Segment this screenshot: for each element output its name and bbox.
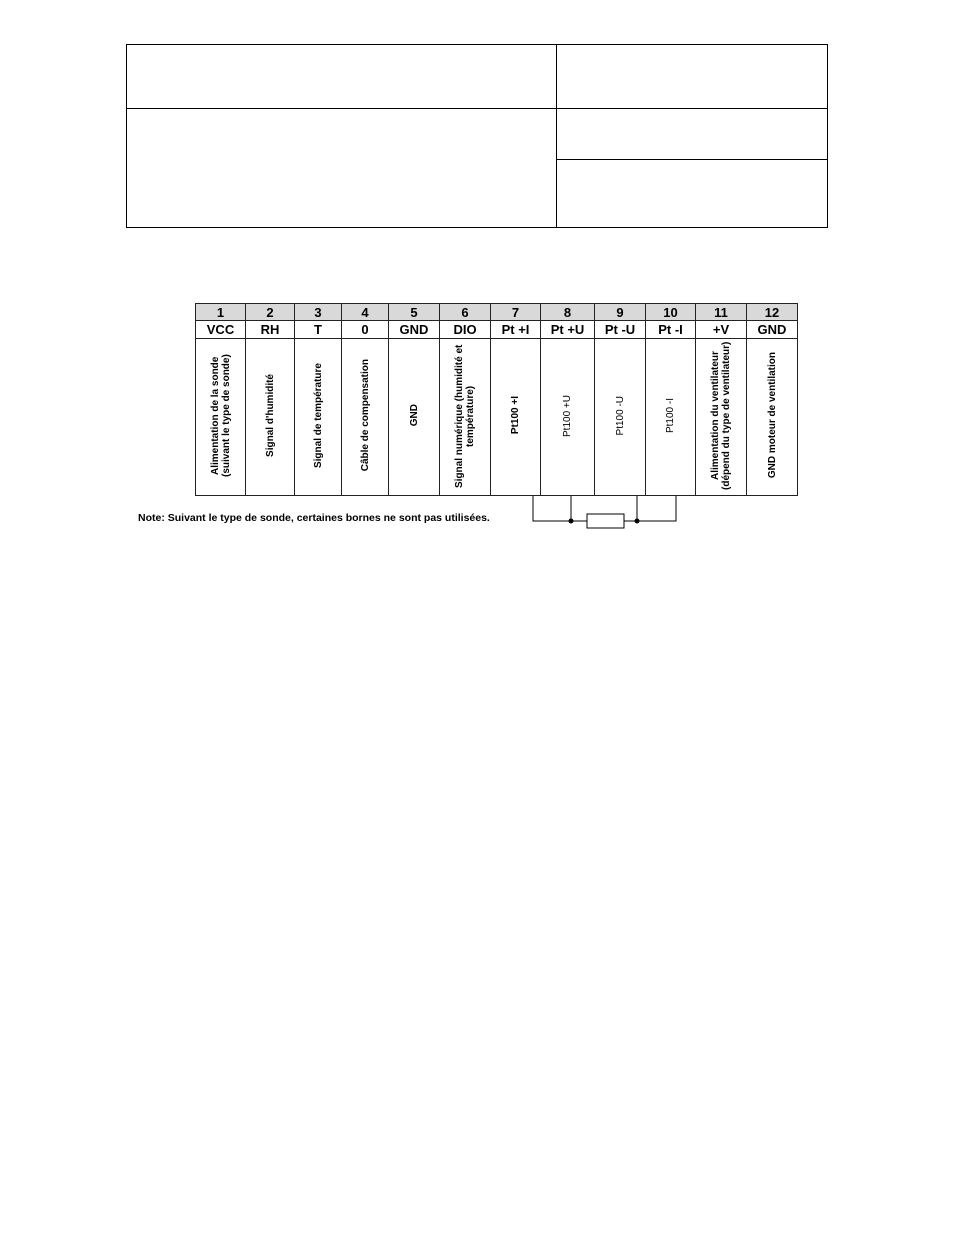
terminal-description: Pt100 -I [665,397,676,434]
terminal-signal: VCC [196,321,246,339]
terminal-number: 10 [646,304,696,321]
terminal-description: Signal de température [312,362,324,469]
wire-left [533,496,587,521]
terminal-number: 2 [246,304,295,321]
terminal-description: Signal numérique (humidité et température) [454,343,476,488]
terminal-number: 8 [541,304,595,321]
terminal-description: Alimentation de la sonde (suivant le type de sonde) [209,354,232,477]
terminal-signal: Pt +U [541,321,595,339]
note-text: Note: Suivant le type de sonde, certaines bornes ne sont pas utilisées. [138,512,490,524]
terminal-description: Alimentation du ventilateur (dépend du type de ventilateur) [710,341,732,490]
terminal-signal: Pt -I [646,321,696,339]
terminal-description: Signal d'humidité [264,374,276,457]
terminal-number: 11 [696,304,747,321]
pt100-resistor-icon [587,514,624,528]
terminal-number: 5 [389,304,440,321]
terminal-number: 6 [440,304,491,321]
terminal-description: GND moteur de ventilation [766,352,778,479]
terminal-description: Câble de compensation [359,359,371,472]
junction-dot-icon [635,519,640,524]
terminal-description: Pt100 +I [510,396,521,435]
terminal-signal: 0 [342,321,389,339]
terminal-number: 7 [491,304,541,321]
terminal-signal: T [295,321,342,339]
terminal-number: 3 [295,304,342,321]
terminal-signal: GND [389,321,440,339]
terminal-description: Pt100 +U [562,394,573,437]
terminal-number: 9 [595,304,646,321]
terminal-signal: Pt +I [491,321,541,339]
terminal-signal: DIO [440,321,491,339]
terminal-number: 1 [196,304,246,321]
terminal-description: Pt100 -U [614,395,626,436]
junction-dot-icon [569,519,574,524]
terminal-signal: GND [747,321,798,339]
terminal-number: 12 [747,304,798,321]
terminal-signal: +V [696,321,747,339]
terminal-signal: Pt -U [595,321,646,339]
terminal-number: 4 [342,304,389,321]
wire-right [624,496,676,521]
terminal-signal: RH [246,321,295,339]
terminal-description: GND [408,404,420,427]
